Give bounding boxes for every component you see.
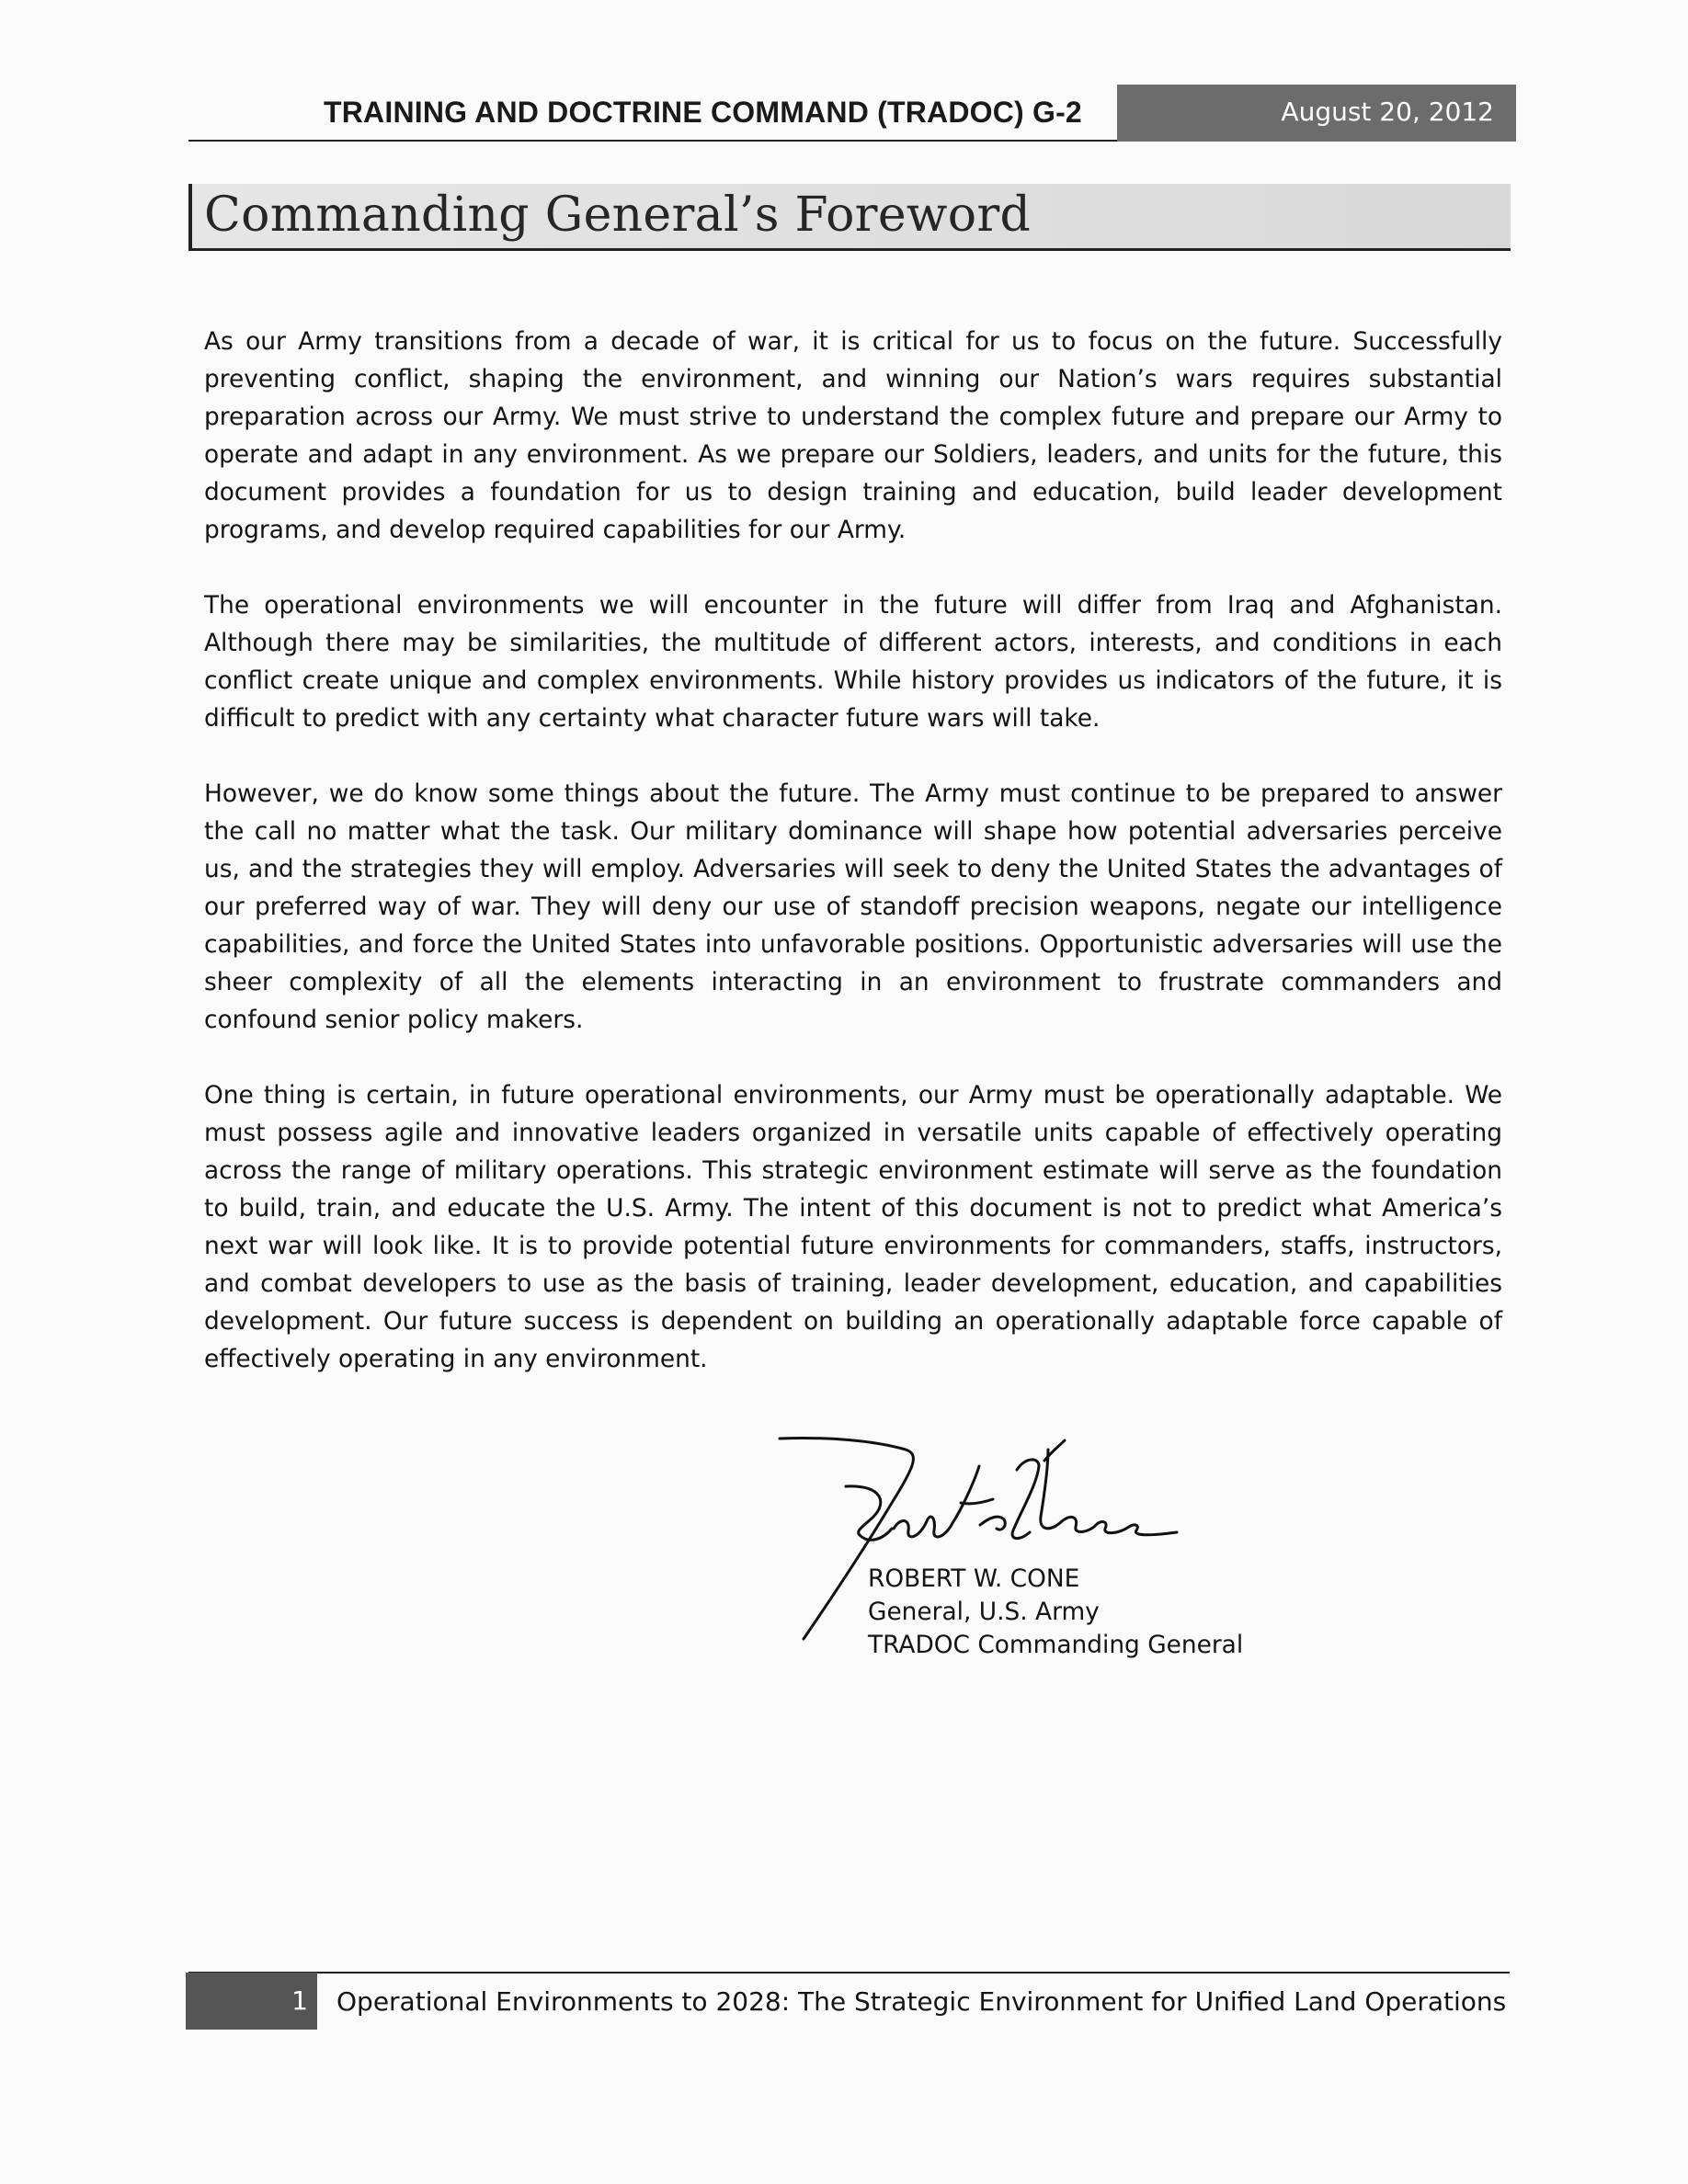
signer-rank: General, U.S. Army — [868, 1598, 1100, 1626]
paragraph: One thing is certain, in future operational environments, our Army must be operationally adaptable. We must possess agile and innovative leaders organized in versatile units capable of effectively operating across the range of military operations. This strategic environment estimate will serve as the foundation to build, train, and educate the U.S. Army. The intent of this document is not to predict what America’s next war will look like. It is to provide potential future environments for commanders, staffs, instructors, and combat developers to use as the basis of training, leader development, education, and capabilities development. Our future success is dependent on building an operationally adaptable force capable of effectively operating in any environment. — [204, 1081, 1502, 1373]
header-date: August 20, 2012 — [1281, 97, 1494, 127]
paragraph: As our Army transitions from a decade of war, it is critical for us to focus on the future. Successfully preventing conflict, shaping the environment, and winning our Nation’s wars requires substantial preparation across our Army. We must strive to understand the complex future and prepare our Army to operate and adapt in any environment. As we prepare our Soldiers, leaders, and units for the future, this document provides a foundation for us to design training and education, build leader development programs, and develop required capabilities for our Army. — [204, 327, 1502, 544]
header-date-box — [1117, 85, 1516, 142]
page-number: 1 — [291, 1985, 308, 2016]
signer-position: TRADOC Commanding General — [868, 1631, 1244, 1659]
section-title: Commanding General’s Foreword — [204, 188, 1032, 243]
page-number-box — [186, 1973, 317, 2030]
section-heading-rule — [188, 248, 1511, 251]
header-rule — [188, 140, 1117, 142]
header-title: TRAINING AND DOCTRINE COMMAND (TRADOC) G-2 — [324, 96, 1082, 129]
foreword-body — [204, 323, 1502, 1416]
paragraph: The operational environments we will encounter in the future will differ from Iraq and Afghanistan. Although there may be similarities, the multitude of different actors, interests, and conditions in each conflict create unique and complex environments. While history provides us indicators of the future, it is difficult to predict with any certainty what character future wars will take. — [204, 591, 1502, 733]
signer-name: ROBERT W. CONE — [868, 1564, 1080, 1593]
section-heading-bar — [188, 184, 192, 250]
signature-block — [868, 1563, 1243, 1662]
paragraph: However, we do know some things about the future. The Army must continue to be prepared to answer the call no matter what the task. Our military dominance will shape how potential adversaries perceive us, and the strategies they will employ. Adversaries will seek to deny the United States the advantages of our preferred way of war. They will deny our use of standoff precision weapons, negate our intelligence capabilities, and force the United States into unfavorable positions. Opportunistic adversaries will use the sheer complexity of all the elements interacting in an environment to frustrate commanders and confound senior policy makers. — [204, 779, 1502, 1034]
footer-document-title: Operational Environments to 2028: The Strategic Environment for Unified Land Operations — [336, 1986, 1507, 2017]
footer-rule — [188, 1972, 1510, 1974]
